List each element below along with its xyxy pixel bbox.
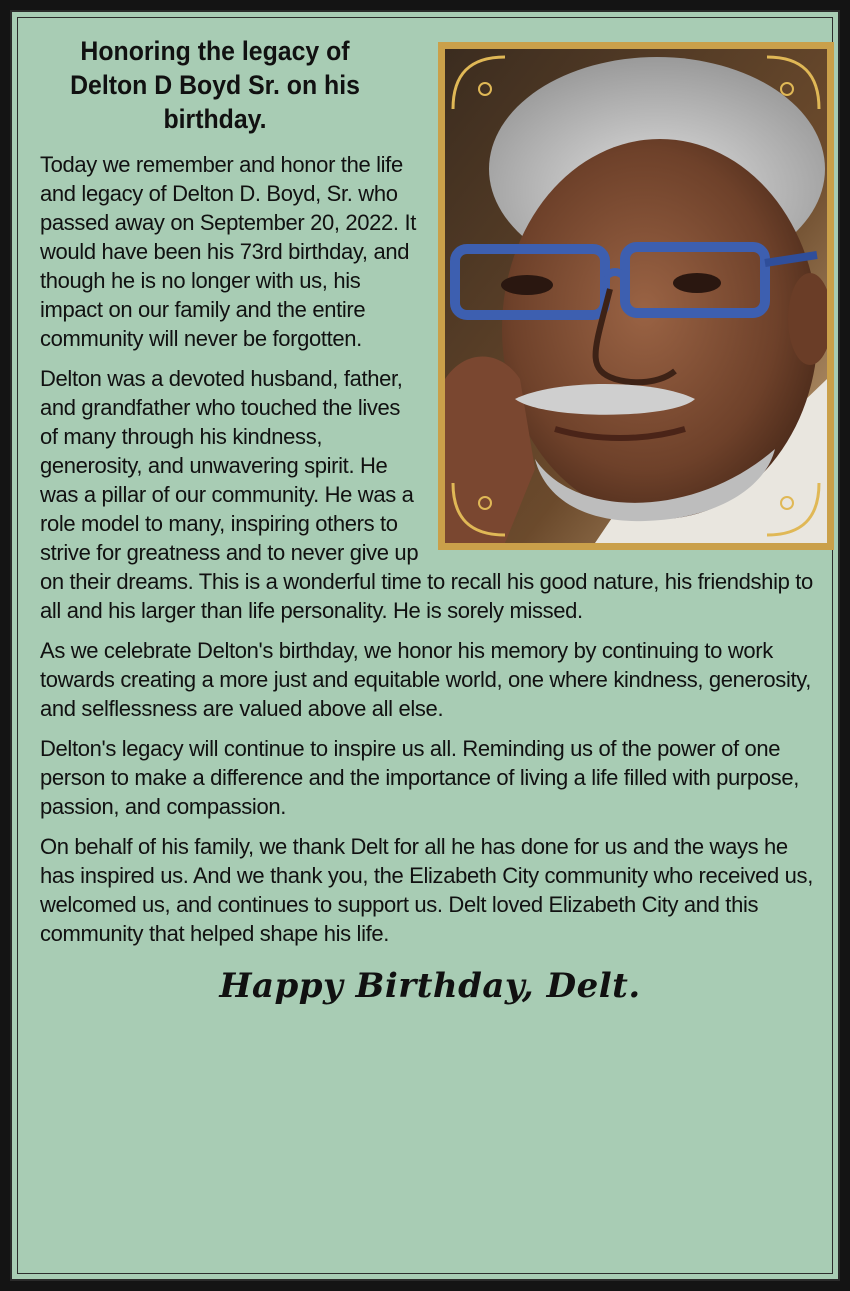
paragraph-legacy: Delton's legacy will continue to inspire us all. Reminding us of the power of one person to make a difference and the importance of living a life filled with purpose, passion, and compassion. (40, 736, 799, 819)
portrait-photo (438, 42, 834, 550)
paragraph-celebration: As we celebrate Delton's birthday, we honor his memory by continuing to work towards creating a more just and equitable world, one where kindness, generosity, and selflessness are valued above all else. (40, 638, 812, 721)
gold-photo-frame (438, 42, 834, 550)
paragraph-thanks: On behalf of his family, we thank Delt for all he has done for us and the ways he has inspired us. And we thank you, the Elizabeth City community who received us, welcomed us, and continues to support us. Delt loved Elizabeth City and this community that helped shape his life. (40, 834, 813, 946)
memorial-content (40, 34, 820, 1006)
closing-signature: Happy Birthday, Delt. (219, 966, 641, 1006)
memorial-panel (10, 10, 840, 1281)
paragraph-remembrance: Today we remember and honor the life and legacy of Delton D. Boyd, Sr. who passed away on September 20, 2022. It would have been his 73rd birthday, and though he is no longer with us, his impact on our family and the entire community will never be forgotten. (40, 152, 416, 351)
memorial-title: Honoring the legacy of Delton D Boyd Sr. on his birthday. (70, 36, 360, 134)
portrait-illustration (445, 49, 827, 543)
paragraph-character: Delton was a devoted husband, father, and grandfather who touched the lives of many through his kindness, generosity, and unwavering spirit. He was a pillar of our community. He was a role model to many, inspiring others to strive for greatness and to never give up on their dreams. This is a wonderful time to recall his good nature, his friendship to all and his larger than life personality. He is sorely missed. (40, 366, 813, 623)
